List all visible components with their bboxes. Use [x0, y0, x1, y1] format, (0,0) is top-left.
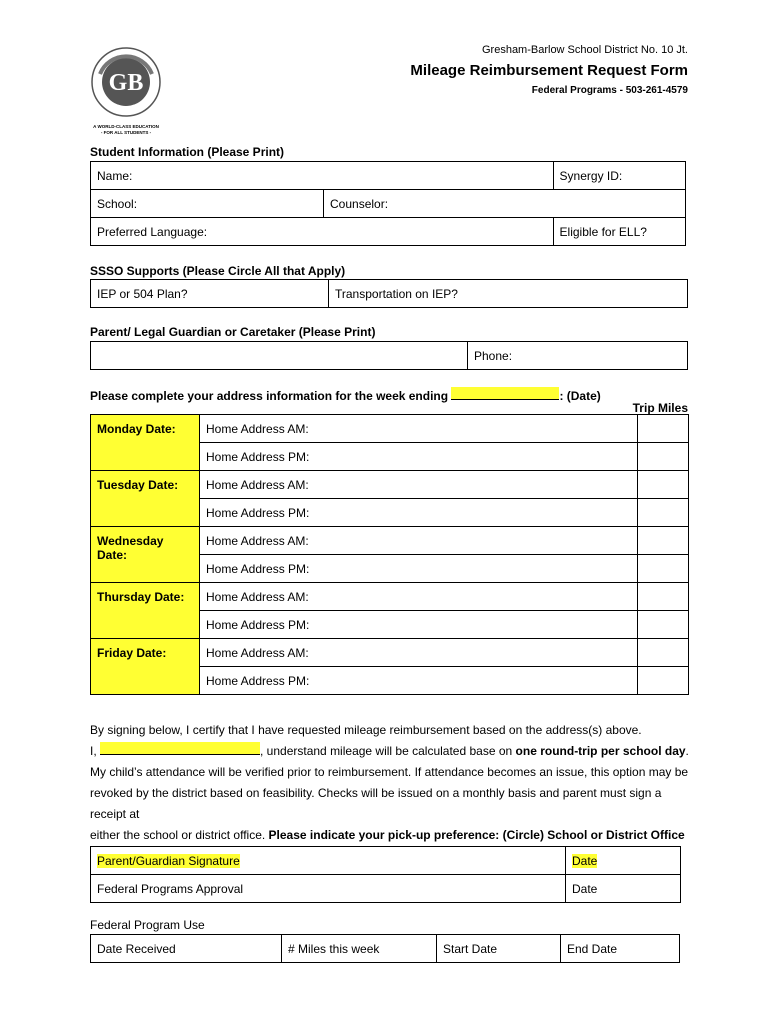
counselor-field[interactable]: Counselor:: [324, 190, 686, 218]
week-ending-blank[interactable]: [451, 387, 559, 400]
ssso-heading: SSSO Supports (Please Circle All that Apply): [90, 264, 346, 278]
cert-end: .: [685, 744, 689, 758]
trip-miles-field[interactable]: [638, 471, 689, 499]
approval-date-field[interactable]: Date: [566, 875, 681, 903]
ell-field[interactable]: Eligible for ELL?: [553, 218, 685, 246]
trip-miles-field[interactable]: [638, 499, 689, 527]
date-received-field[interactable]: Date Received: [91, 935, 282, 963]
name-field[interactable]: Name:: [91, 162, 554, 190]
guardian-phone-field[interactable]: Phone:: [468, 342, 688, 370]
home-address-pm-field[interactable]: Home Address PM:: [200, 611, 638, 639]
trip-miles-heading: Trip Miles: [632, 401, 688, 415]
cert-line-2: [90, 741, 690, 762]
pickup-preference: Please indicate your pick-up preference: (Circle) School or District Office: [268, 828, 685, 842]
svg-text:GB: GB: [108, 70, 144, 96]
day-label: Monday Date:: [91, 415, 200, 471]
student-heading: Student Information (Please Print): [90, 145, 285, 159]
home-address-pm-field[interactable]: Home Address PM:: [200, 555, 638, 583]
federal-use-table: [90, 934, 680, 963]
parent-name-blank[interactable]: [100, 742, 260, 755]
certification-text: [90, 720, 690, 846]
trip-miles-field[interactable]: [638, 611, 689, 639]
week-ending-intro: Please complete your address information for the week ending: [90, 389, 449, 403]
home-address-am-field[interactable]: Home Address AM:: [200, 583, 638, 611]
guardian-name-field[interactable]: [91, 342, 468, 370]
start-date-field[interactable]: Start Date: [437, 935, 561, 963]
address-table: [90, 414, 689, 695]
ssso-table: [90, 279, 688, 308]
cert-line-3: My child’s attendance will be verified prior to reimbursement. If attendance becomes an issue, this option may be: [90, 765, 689, 779]
signature-table: [90, 846, 681, 903]
guardian-heading: Parent/ Legal Guardian or Caretaker (Please Print): [90, 325, 376, 339]
district-logo: [86, 44, 166, 136]
day-label: Thursday Date:: [91, 583, 200, 639]
end-date-field[interactable]: End Date: [561, 935, 680, 963]
cert-line-1: By signing below, I certify that I have requested mileage reimbursement based on the address(s) above.: [90, 723, 642, 737]
federal-use-heading: Federal Program Use: [90, 918, 205, 932]
parent-signature-field[interactable]: [91, 847, 566, 875]
cert-bold: one round-trip per school day: [515, 744, 686, 758]
school-field[interactable]: School:: [91, 190, 324, 218]
trip-miles-field[interactable]: [638, 667, 689, 695]
logo-tagline-1: A WORLD-CLASS EDUCATION: [93, 124, 159, 129]
day-label: Tuesday Date:: [91, 471, 200, 527]
trip-miles-field[interactable]: [638, 639, 689, 667]
iep-field[interactable]: IEP or 504 Plan?: [91, 280, 329, 308]
trip-miles-field[interactable]: [638, 443, 689, 471]
home-address-am-field[interactable]: Home Address AM:: [200, 527, 638, 555]
signature-date-label: Date: [572, 853, 598, 868]
parent-signature-label: Parent/Guardian Signature: [97, 853, 240, 868]
day-label: Friday Date:: [91, 639, 200, 695]
trip-miles-field[interactable]: [638, 527, 689, 555]
approval-field[interactable]: Federal Programs Approval: [91, 875, 566, 903]
contact-line: Federal Programs - 503-261-4579: [531, 85, 688, 96]
transport-field[interactable]: Transportation on IEP?: [329, 280, 688, 308]
form-title: Mileage Reimbursement Request Form: [410, 62, 688, 79]
home-address-pm-field[interactable]: Home Address PM:: [200, 499, 638, 527]
trip-miles-field[interactable]: [638, 555, 689, 583]
cert-mid: , understand mileage will be calculated base on: [260, 744, 513, 758]
cert-i: I,: [90, 744, 97, 758]
cert-l5-pre: either the school or district office.: [90, 828, 266, 842]
week-ending-line: [90, 387, 601, 403]
miles-week-field[interactable]: # Miles this week: [282, 935, 437, 963]
logo-tagline-2: - FOR ALL STUDENTS -: [100, 130, 152, 135]
week-ending-suffix: : (Date): [559, 389, 601, 403]
trip-miles-field[interactable]: [638, 583, 689, 611]
district-name: Gresham-Barlow School District No. 10 Jt.: [481, 44, 688, 56]
home-address-am-field[interactable]: Home Address AM:: [200, 639, 638, 667]
home-address-pm-field[interactable]: Home Address PM:: [200, 667, 638, 695]
day-label: Wednesday Date:: [91, 527, 200, 583]
cert-line-4: revoked by the district based on feasibility. Checks will be issued on a monthly basis and parent must sign a receipt at: [90, 786, 662, 821]
trip-miles-field[interactable]: [638, 415, 689, 443]
cert-line-5: [90, 825, 690, 846]
language-field[interactable]: Preferred Language:: [91, 218, 554, 246]
home-address-pm-field[interactable]: Home Address PM:: [200, 443, 638, 471]
synergy-field[interactable]: Synergy ID:: [553, 162, 685, 190]
student-info-table: [90, 161, 686, 246]
signature-date-field[interactable]: [566, 847, 681, 875]
home-address-am-field[interactable]: Home Address AM:: [200, 471, 638, 499]
home-address-am-field[interactable]: Home Address AM:: [200, 415, 638, 443]
guardian-table: [90, 341, 688, 370]
